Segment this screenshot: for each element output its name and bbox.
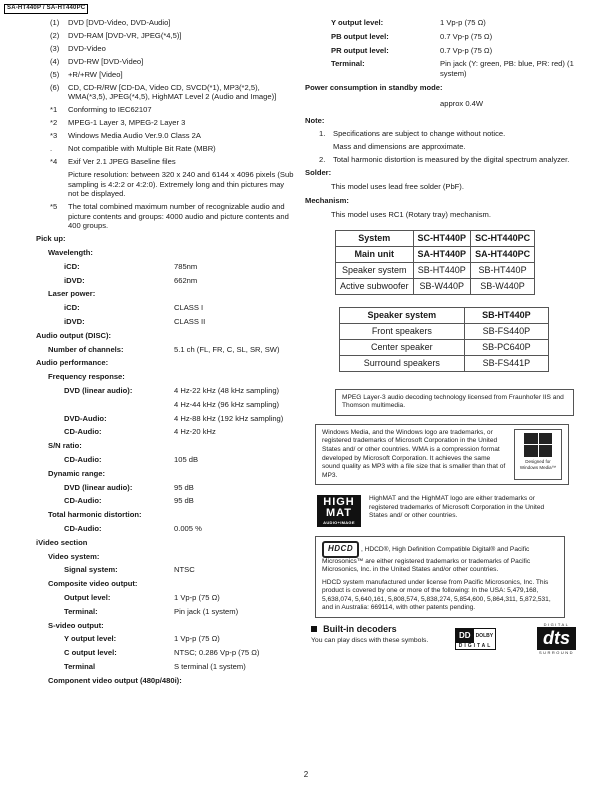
square-bullet-icon <box>311 626 317 632</box>
left-spec-list <box>36 234 296 688</box>
right-spec-value: 0.7 Vp-p (75 Ω) <box>440 45 493 55</box>
spec-label: iDVD: <box>64 317 85 326</box>
disc-item <box>50 70 296 79</box>
spec-value: 1 Vp-p (75 Ω) <box>174 634 220 644</box>
spec-label: Laser power: <box>48 289 96 299</box>
mechanism-heading: Mechanism: <box>305 195 349 205</box>
windows-notice-box <box>315 424 569 485</box>
footnote-marker: *4 <box>50 157 58 167</box>
disc-item <box>50 57 296 66</box>
spec-label: Dynamic range: <box>48 468 105 478</box>
footnote-marker: *5 <box>50 202 58 212</box>
spec-row <box>36 455 296 467</box>
footnote-marker: *3 <box>50 131 58 141</box>
spec-label: Pick up: <box>36 234 66 244</box>
table-cell: SB-PC640P <box>464 339 548 355</box>
right-spec-value: Pin jack (Y: green, PB: blue, PR: red) (1 system) <box>440 59 574 78</box>
disc-number: (2) <box>50 30 60 40</box>
spec-value: 4 Hz-20 kHz <box>174 427 216 437</box>
table-cell: Active subwoofer <box>336 278 414 294</box>
note-number: 2. <box>319 154 326 164</box>
table-row <box>340 323 549 339</box>
spec-row <box>36 676 296 688</box>
spec-label: Audio output (DISC): <box>36 330 112 340</box>
disc-item <box>50 18 296 27</box>
table-cell: SB-W440P <box>471 278 535 294</box>
table-cell: SB-HT440P <box>413 262 471 278</box>
spec-row <box>36 234 296 246</box>
highmat-notice: HighMAT and the HighMAT logo are either trademarks or registered trademarks of Microsoft Corporation in the United States and/ or other countries. <box>369 495 545 520</box>
spec-value: NTSC; 0.286 Vp-p (75 Ω) <box>174 648 260 658</box>
right-spec-value: 1 Vp-p (75 Ω) <box>440 18 486 27</box>
right-spec-value: 0.7 Vp-p (75 Ω) <box>440 31 493 41</box>
footnote-text: Conforming to IEC62107 <box>68 105 152 115</box>
highmat-logo-line2: MAT <box>325 507 352 520</box>
table-cell: SB-FS440P <box>464 323 548 339</box>
disc-number: (3) <box>50 43 60 53</box>
note-heading: Note: <box>305 116 325 126</box>
builtin-decoders <box>305 624 585 664</box>
hdcd-notice-2: HDCD system manufactured under license from Pacific Microsonics, Inc. This product is covered by one or more of the following: In the USA: 5,479,168, 5,638,074, 5,640,161, 5,808,574, 5,838,274, 5,854,600, 5,864,311, 5,872,531, and in Australia: 669114, with other patents pending. <box>322 578 551 612</box>
table-cell: SC-HT440P <box>413 230 471 246</box>
spec-value: 1 Vp-p (75 Ω) <box>174 592 220 602</box>
spec-label: S/N ratio: <box>48 441 82 451</box>
right-spec-label: Terminal: <box>331 59 365 69</box>
left-column <box>36 18 296 690</box>
right-spec-row <box>305 46 585 58</box>
spec-row <box>36 427 296 439</box>
footnote-item <box>50 118 296 127</box>
table-cell: Main unit <box>336 246 414 262</box>
spec-label: Number of channels: <box>48 344 124 354</box>
spec-label: C output level: <box>64 648 117 658</box>
disc-item <box>50 31 296 40</box>
windows-logo <box>514 429 562 480</box>
highmat-logo-line3: AUDIO+IMAGE <box>323 520 355 526</box>
dts-logo <box>537 622 576 655</box>
spec-label: Terminal: <box>64 606 98 616</box>
spec-row <box>36 372 296 384</box>
dts-bottom: SURROUND <box>538 649 575 655</box>
note-text: Mass and dimensions are approximate. <box>333 141 466 151</box>
spec-row <box>36 621 296 633</box>
spec-row <box>36 662 296 674</box>
spec-row <box>36 262 296 274</box>
spec-value: S terminal (1 system) <box>174 661 246 671</box>
right-spec-label: Y output level: <box>331 18 384 27</box>
right-spec-row <box>305 32 585 44</box>
spec-label: iCD: <box>64 303 80 313</box>
spec-row <box>36 276 296 288</box>
footnote-item <box>50 105 296 114</box>
power-value: approx 0.4W <box>440 98 484 108</box>
footnote-text: The total combined maximum number of recognizable audio and picture contents and groups: 4000 audio and picture contents and 400 groups. <box>68 202 289 231</box>
spec-row <box>36 538 296 550</box>
spec-row <box>36 552 296 564</box>
table-row <box>336 246 535 262</box>
spec-value: 0.005 % <box>174 523 202 533</box>
table-cell: SB-W440P <box>413 278 471 294</box>
right-spec-list <box>305 18 585 81</box>
spec-value: 785nm <box>174 261 198 271</box>
highmat-block <box>317 495 585 527</box>
footnote-item <box>50 170 296 198</box>
spec-row <box>36 565 296 577</box>
mechanism-text: This model uses RC1 (Rotary tray) mechanism. <box>331 210 491 220</box>
spec-row <box>36 496 296 508</box>
windows-logo-line1: Designed for <box>525 458 551 464</box>
right-column <box>305 18 585 664</box>
speaker-table <box>339 307 549 372</box>
footnote-text: Windows Media Audio Ver.9.0 Class 2A <box>68 131 201 141</box>
spec-row <box>36 483 296 495</box>
table-cell: SC-HT440PC <box>471 230 535 246</box>
spec-label: CD-Audio: <box>64 454 102 464</box>
disc-text: DVD-Video <box>68 43 106 53</box>
mpeg-notice: MPEG Layer-3 audio decoding technology licensed from Fraunhofer IIS and Thomson multimedia. <box>335 389 574 416</box>
table-row <box>340 339 549 355</box>
solder-heading: Solder: <box>305 167 332 177</box>
spec-label: iCD: <box>64 261 80 271</box>
builtin-title: Built-in decoders <box>323 624 397 634</box>
table-cell: SB-FS441P <box>464 355 548 371</box>
spec-label: Terminal <box>64 661 96 671</box>
table-row <box>336 262 535 278</box>
spec-value: 95 dB <box>174 482 194 492</box>
highmat-logo-line1: HIGH <box>323 496 355 509</box>
footnote-item <box>50 157 296 166</box>
table-cell: Speaker system <box>336 262 414 278</box>
dolby-digital-logo <box>455 628 496 650</box>
footnote-item <box>50 144 296 153</box>
table-row <box>340 307 549 323</box>
hdcd-logo: HDCD <box>322 541 359 557</box>
note-item <box>319 155 585 164</box>
right-spec-label: PR output level: <box>331 45 389 55</box>
hdcd-notice-1: , HDCD®, High Definition Compatible Digital® and Pacific Microsonics™ are either registered trademarks or trademarks of Pacific Microsonics, Inc. in the United States and/or other countries. <box>322 546 531 574</box>
disc-number: (6) <box>50 82 60 92</box>
dts-top: DIGITAL <box>543 622 570 627</box>
spec-value: Pin jack (1 system) <box>174 606 239 616</box>
disc-text: CD, CD-R/RW [CD-DA, Video CD, SVCD(*1), MP3(*2,5), WMA(*3,5), JPEG(*4,5), HighMAT Level 2 (Audio and Image)] <box>68 82 277 102</box>
footnote-item <box>50 131 296 140</box>
spec-row <box>36 248 296 260</box>
footnote-text: MPEG-1 Layer 3, MPEG-2 Layer 3 <box>68 118 186 128</box>
spec-row <box>36 607 296 619</box>
spec-value: 105 dB <box>174 454 199 464</box>
spec-row <box>36 345 296 357</box>
note-item <box>319 129 585 138</box>
spec-value: 4 Hz-88 kHz (192 kHz sampling) <box>174 413 284 423</box>
power-heading: Power consumption in standby mode: <box>305 83 443 93</box>
table-cell: System <box>336 230 414 246</box>
spec-label: iDVD: <box>64 275 85 285</box>
spec-label: Wavelength: <box>48 248 93 258</box>
disc-text: DVD-RAM [DVD-VR, JPEG(*4,5)] <box>68 30 182 40</box>
spec-label: Audio performance: <box>36 358 109 368</box>
spec-row <box>36 510 296 522</box>
disc-number: (1) <box>50 18 60 27</box>
footnote-item <box>50 202 296 230</box>
disc-number: (5) <box>50 69 60 79</box>
footnote-marker: . <box>50 144 53 154</box>
footnote-text: Exif Ver 2.1 JPEG Baseline files <box>68 157 176 167</box>
spec-label: iVideo section <box>36 537 88 547</box>
spec-value: CLASS I <box>174 303 204 313</box>
model-tag: SA-HT440P / SA-HT440PC <box>4 4 88 14</box>
spec-label: S-video output: <box>48 620 104 630</box>
disc-text: DVD-RW [DVD-Video] <box>68 56 144 66</box>
spec-value: NTSC <box>174 565 195 575</box>
spec-value: 662nm <box>174 275 198 285</box>
spec-label: CD-Audio: <box>64 523 102 533</box>
dolby-top: DOLBY <box>475 632 494 639</box>
spec-label: DVD-Audio: <box>64 413 107 423</box>
spec-row <box>36 289 296 301</box>
spec-label: Y output level: <box>64 634 117 644</box>
windows-flag-icon <box>524 433 552 457</box>
note-text: Total harmonic distortion is measured by the digital spectrum analyzer. <box>333 154 570 164</box>
footnote-marker: *1 <box>50 105 58 115</box>
dolby-bottom: DIGITAL <box>458 643 493 649</box>
table-cell: Speaker system <box>340 307 465 323</box>
table-cell: SA-HT440PC <box>471 246 535 262</box>
disc-text: DVD [DVD-Video, DVD-Audio] <box>68 18 171 27</box>
spec-label: DVD (linear audio): <box>64 482 133 492</box>
spec-row <box>36 524 296 536</box>
footnote-text: Not compatible with Multiple Bit Rate (MBR) <box>68 144 216 154</box>
note-item <box>319 142 585 151</box>
footnote-marker: *2 <box>50 118 58 128</box>
page-number: 2 <box>303 770 309 779</box>
disc-text: +R/+RW [Video] <box>68 69 123 79</box>
spec-label: Component video output (480p/480i): <box>48 675 182 685</box>
spec-label: CD-Audio: <box>64 496 102 506</box>
spec-label: Signal system: <box>64 565 118 575</box>
spec-label: Video system: <box>48 551 100 561</box>
dts-mark: dts <box>537 627 576 650</box>
spec-row <box>36 358 296 370</box>
spec-row <box>36 317 296 329</box>
spec-label: Frequency response: <box>48 372 125 382</box>
spec-label: Total harmonic distortion: <box>48 510 142 520</box>
spec-row <box>36 331 296 343</box>
table-cell: SA-HT440P <box>413 246 471 262</box>
dolby-dd-icon: DD <box>456 629 474 643</box>
spec-row <box>36 648 296 660</box>
footnote-text: Picture resolution: between 320 x 240 and 6144 x 4096 pixels (Sub sampling is 4:2:2 or 4:2:0). Extremely long and thin pictures may not be displayed. <box>68 170 294 199</box>
spec-row <box>36 386 296 398</box>
disc-item <box>50 83 296 102</box>
spec-label: CD-Audio: <box>64 427 102 437</box>
spec-row <box>36 579 296 591</box>
spec-label: Output level: <box>64 592 111 602</box>
spec-value: 4 Hz-22 kHz (48 kHz sampling) <box>174 385 280 395</box>
table-row <box>336 278 535 294</box>
right-spec-row <box>305 59 585 81</box>
highmat-logo <box>317 495 361 527</box>
spec-row <box>36 441 296 453</box>
windows-logo-line2: Windows Media™ <box>519 464 557 470</box>
note-list <box>305 129 585 164</box>
table-row <box>340 355 549 371</box>
spec-value: 4 Hz-44 kHz (96 kHz sampling) <box>174 399 280 409</box>
table-cell: Center speaker <box>340 339 465 355</box>
right-spec-row <box>305 18 585 30</box>
windows-notice: Windows Media, and the Windows logo are trademarks, or registered trademarks of Microsoft Corporation in the United States and/ or other countries. WMA is a compression format developed by Microsoft Corporation. It achieves the same sound quality as MP3 with a file size that is smaller than that of MP3. <box>322 428 506 479</box>
hdcd-block <box>315 536 565 618</box>
spec-label: Composite video output: <box>48 579 138 589</box>
solder-text: This model uses lead free solder (PbF). <box>331 182 464 192</box>
spec-row <box>36 469 296 481</box>
right-spec-label: PB output level: <box>331 31 389 41</box>
spec-row <box>36 400 296 412</box>
spec-row <box>36 634 296 646</box>
spec-value: CLASS II <box>174 317 206 326</box>
note-number: 1. <box>319 128 326 138</box>
disc-item <box>50 44 296 53</box>
spec-row <box>36 414 296 426</box>
table-row <box>336 230 535 246</box>
table-cell: SB-HT440P <box>464 307 548 323</box>
disc-list <box>36 18 296 102</box>
spec-value: 5.1 ch (FL, FR, C, SL, SR, SW) <box>174 344 280 354</box>
disc-number: (4) <box>50 56 60 66</box>
spec-label: DVD (linear audio): <box>64 385 133 395</box>
spec-row <box>36 303 296 315</box>
spec-row <box>36 593 296 605</box>
footnote-list <box>36 105 296 230</box>
table-cell: Front speakers <box>340 323 465 339</box>
table-cell: SB-HT440P <box>471 262 535 278</box>
spec-value: 95 dB <box>174 496 194 506</box>
builtin-text: You can play discs with these symbols. <box>311 637 429 645</box>
table-cell: Surround speakers <box>340 355 465 371</box>
note-text: Specifications are subject to change without notice. <box>333 128 506 138</box>
system-table <box>335 230 535 295</box>
